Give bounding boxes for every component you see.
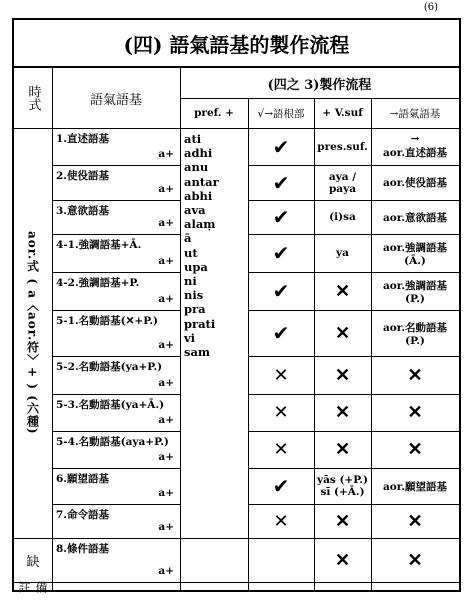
root-mark: ✔	[272, 474, 290, 498]
row-divider	[52, 431, 180, 432]
prefix-item: pra	[184, 302, 206, 317]
aor-side-label: aor.式 ( a〈aor.符〉+ ) (六種)	[25, 231, 40, 435]
result-cell: ✕	[407, 510, 423, 532]
root-mark: ✕	[273, 402, 289, 423]
vsuf-cell: ✕	[334, 510, 351, 532]
prefix-item: ava	[184, 203, 206, 218]
vsuf-cell: yās (+P.) sī (+Ā.)	[316, 474, 369, 498]
result-cell: ✕	[407, 549, 423, 571]
result-cell: → aor.直述語基	[383, 133, 448, 159]
row-label: 1.直述語基	[56, 133, 109, 145]
row-divider	[52, 310, 180, 311]
prefix-list	[184, 132, 219, 359]
row-label: 7.命令語基	[56, 509, 109, 521]
notes-side-label: 備註	[17, 581, 48, 593]
prefix-item: upa	[184, 259, 208, 274]
augment-label: a+	[158, 521, 174, 533]
result-cell: ✕	[407, 364, 423, 386]
prefix-item: ati	[184, 132, 202, 146]
prefix-item: sam	[184, 345, 211, 360]
vsuf-cell: (i)sa	[329, 211, 356, 223]
root-mark: ✔	[272, 170, 290, 195]
vsuf-cell: ✕	[334, 402, 351, 423]
augment-label: a+	[158, 565, 174, 577]
result-cell: aor.願望語基	[383, 480, 448, 493]
row-label: 5-1.名動語基(✕+P.)	[56, 315, 158, 327]
prefix-item: prati	[184, 316, 216, 331]
root-mark: ✕	[273, 364, 289, 386]
root-mark: ✔	[272, 321, 290, 345]
augment-label: a+	[158, 414, 174, 426]
row-label: 4-2.強調語基+P.	[56, 277, 140, 289]
vsuf-cell: pres.suf.	[317, 140, 368, 153]
row-label: 6.願望語基	[56, 473, 109, 485]
root-mark: ✕	[273, 510, 289, 532]
vsuf-cell: ✕	[334, 549, 351, 571]
prefix-item: nis	[184, 288, 204, 303]
row-label: 2.使役語基	[56, 170, 109, 182]
row-label: 8.條件語基	[56, 543, 109, 555]
prefix-item: ut	[184, 245, 198, 260]
augment-label: a+	[158, 451, 174, 463]
row-divider	[52, 234, 180, 235]
row-divider	[52, 504, 180, 505]
augment-label: a+	[158, 377, 174, 389]
root-mark: ✔	[272, 205, 290, 229]
vsuf-cell: ✕	[334, 322, 351, 344]
prefix-item: abhi	[184, 188, 213, 203]
row-divider	[52, 394, 180, 395]
row-divider	[52, 356, 180, 357]
prefix-item: adhi	[184, 146, 213, 161]
process-header: (四之 3)製作流程	[267, 77, 372, 93]
augment-label: a+	[158, 217, 174, 229]
process-table	[12, 18, 461, 592]
augment-label: a+	[158, 339, 174, 351]
augment-label: a+	[158, 148, 174, 160]
prefix-item: vi	[184, 330, 196, 345]
augment-label: a+	[158, 183, 174, 195]
result-cell: ✕	[407, 439, 423, 460]
row-divider	[52, 200, 180, 201]
result-cell: aor.使役語基	[383, 177, 448, 189]
vsuf-cell: ya	[336, 247, 349, 259]
tense-header: 時式	[25, 85, 41, 111]
augment-label: a+	[158, 255, 174, 267]
result-cell: aor.強調語基 (P.)	[383, 279, 448, 305]
root-mark: ✕	[273, 439, 289, 460]
prefix-item: anu	[184, 160, 209, 175]
row-label: 5-2.名動語基(ya+P.)	[56, 361, 163, 373]
row-divider	[52, 272, 180, 273]
root-mark: ✔	[272, 241, 290, 265]
result-cell: aor.名動語基 (P.)	[383, 321, 448, 347]
row-label: 3.意欲語基	[56, 205, 109, 217]
result-cell: aor.意欲語基	[383, 211, 448, 224]
prefix-item: alaṃ	[184, 217, 216, 232]
augment-label: a+	[158, 487, 174, 499]
result-header: →語氣語基	[389, 107, 441, 120]
missing-side-label: 缺	[26, 554, 40, 570]
augment-label: a+	[158, 293, 174, 305]
prefix-item: ni	[184, 274, 197, 289]
root-header: √→語根部	[257, 107, 305, 120]
prefix-item: antar	[184, 174, 219, 189]
page-title: (四) 語氣語基的製作流程	[14, 20, 459, 68]
row-divider	[52, 538, 180, 539]
row-divider	[52, 165, 180, 166]
result-cell: ✕	[407, 402, 423, 423]
vsuf-cell: ✕	[334, 280, 351, 302]
vsuf-cell: ✕	[334, 364, 351, 386]
row-label: 5-4.名動語基(aya+P.)	[56, 436, 169, 448]
vsuf-cell: ✕	[334, 439, 351, 460]
pref-header: pref. +	[194, 107, 234, 119]
prefix-item: ā	[184, 231, 192, 246]
vsuf-header: + V.suf	[322, 107, 363, 119]
row-divider	[52, 468, 180, 469]
root-mark: ✔	[272, 279, 290, 303]
row-label: 5-3.名動語基(ya+Ā.)	[56, 399, 165, 411]
row-label: 4-1.強調語基+Ā.	[56, 239, 142, 251]
root-mark: ✔	[272, 134, 290, 159]
result-cell: aor.強調語基 (Ā.)	[383, 241, 448, 267]
page-number: (6)	[423, 2, 438, 13]
mood-base-header: 語氣語基	[89, 92, 142, 108]
vsuf-cell: aya / paya	[328, 170, 357, 195]
